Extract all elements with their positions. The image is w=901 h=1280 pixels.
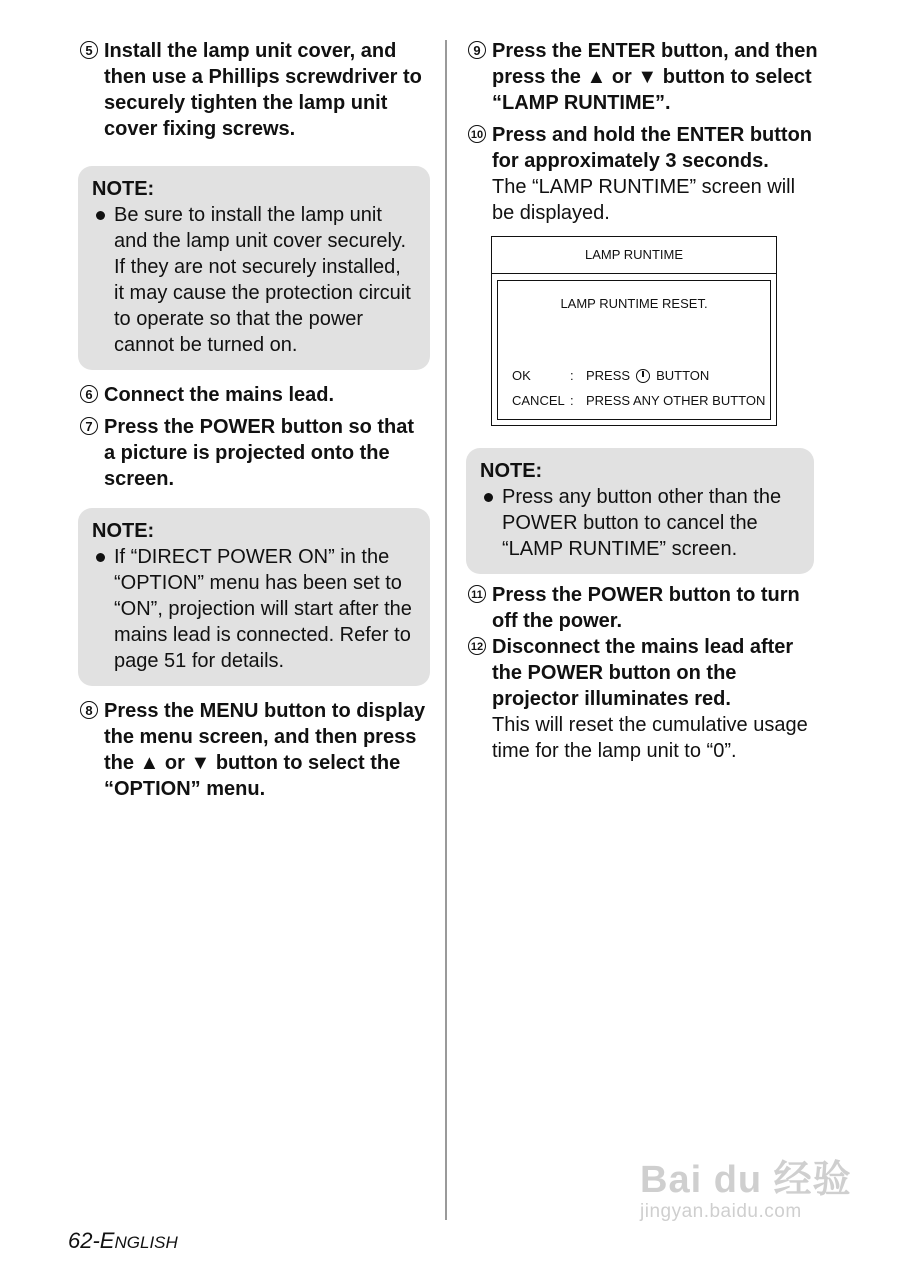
note-title: NOTE: bbox=[480, 460, 543, 482]
bullet-icon bbox=[484, 493, 493, 502]
step-subtext: The “LAMP RUNTIME” screen will be displayed. bbox=[492, 176, 796, 224]
step-number: 9 bbox=[468, 41, 486, 59]
step-number: 7 bbox=[80, 417, 98, 435]
step-subtext: This will reset the cumulative usage time for the lamp unit to “0”. bbox=[492, 714, 808, 762]
note-title: NOTE: bbox=[92, 520, 155, 542]
bullet-icon bbox=[96, 211, 105, 220]
step-7 bbox=[78, 414, 430, 492]
cancel-separator: : bbox=[570, 393, 574, 408]
step-number: 12 bbox=[468, 637, 486, 655]
step-text: Connect the mains lead. bbox=[104, 384, 335, 406]
step-8 bbox=[78, 698, 430, 802]
screen-title: LAMP RUNTIME bbox=[492, 237, 776, 274]
note-text: Be sure to install the lamp unit and the lamp unit cover securely. If they are not securely installed, it may cause the protection circuit to operate so that the power cannot be turned on. bbox=[114, 204, 411, 356]
power-icon bbox=[636, 369, 650, 383]
page-language: NGLISH bbox=[114, 1233, 178, 1252]
ok-text-before: PRESS bbox=[586, 368, 631, 383]
screen-cancel-row bbox=[512, 392, 766, 410]
step-text: Press the ENTER button, and then press the ▲ or ▼ button to select “LAMP RUNTIME”. bbox=[492, 40, 818, 114]
cancel-label: CANCEL bbox=[512, 393, 565, 408]
cancel-text: PRESS ANY OTHER BUTTON bbox=[586, 393, 766, 408]
page-number: 62-E bbox=[68, 1228, 115, 1253]
note-bullet bbox=[480, 484, 800, 562]
baidu-watermark bbox=[640, 1148, 852, 1223]
step-number: 11 bbox=[468, 585, 486, 603]
ok-text-after: BUTTON bbox=[656, 368, 710, 383]
step-number: 8 bbox=[80, 701, 98, 719]
column-divider bbox=[445, 40, 447, 1220]
step-12 bbox=[466, 634, 818, 764]
step-number: 10 bbox=[468, 125, 486, 143]
right-column bbox=[466, 38, 818, 770]
step-text: Press and hold the ENTER button for approximately 3 seconds. bbox=[492, 124, 813, 172]
step-text: Press the POWER button to turn off the power. bbox=[492, 584, 800, 632]
screen-dialog bbox=[497, 280, 771, 420]
step-text: Press the MENU button to display the menu screen, and then press the ▲ or ▼ button to select the “OPTION” menu. bbox=[104, 700, 426, 800]
page-footer bbox=[68, 1228, 178, 1254]
note-cancel-screen bbox=[466, 448, 814, 574]
ok-label: OK bbox=[512, 368, 531, 383]
step-text: Install the lamp unit cover, and then use a Phillips screwdriver to securely tighten the lamp unit cover fixing screws. bbox=[104, 40, 422, 140]
step-text: Disconnect the mains lead after the POWER button on the projector illuminates red. bbox=[492, 636, 794, 710]
watermark-url: jingyan.baidu.com bbox=[640, 1201, 802, 1222]
note-title: NOTE: bbox=[92, 178, 155, 200]
note-text: If “DIRECT POWER ON” in the “OPTION” menu has been set to “ON”, projection will start after the mains lead is connected. Refer to page 51 for details. bbox=[114, 546, 412, 672]
step-number: 5 bbox=[80, 41, 98, 59]
step-6 bbox=[78, 382, 430, 408]
note-bullet bbox=[92, 544, 416, 674]
note-lamp-cover bbox=[78, 166, 430, 370]
lamp-runtime-screen bbox=[491, 236, 777, 426]
step-11 bbox=[466, 582, 818, 634]
step-number: 6 bbox=[80, 385, 98, 403]
step-9 bbox=[466, 38, 818, 116]
screen-message: LAMP RUNTIME RESET. bbox=[560, 296, 708, 311]
note-bullet bbox=[92, 202, 416, 358]
screen-ok-row bbox=[512, 367, 766, 385]
note-text: Press any button other than the POWER button to cancel the “LAMP RUNTIME” screen. bbox=[502, 486, 782, 560]
step-5 bbox=[78, 38, 430, 142]
step-text: Press the POWER button so that a picture is projected onto the screen. bbox=[104, 416, 415, 490]
step-10 bbox=[466, 122, 818, 226]
note-direct-power-on bbox=[78, 508, 430, 686]
ok-separator: : bbox=[570, 368, 574, 383]
bullet-icon bbox=[96, 553, 105, 562]
watermark-logo: Bai du 经验 bbox=[640, 1159, 852, 1201]
left-column bbox=[78, 38, 430, 808]
